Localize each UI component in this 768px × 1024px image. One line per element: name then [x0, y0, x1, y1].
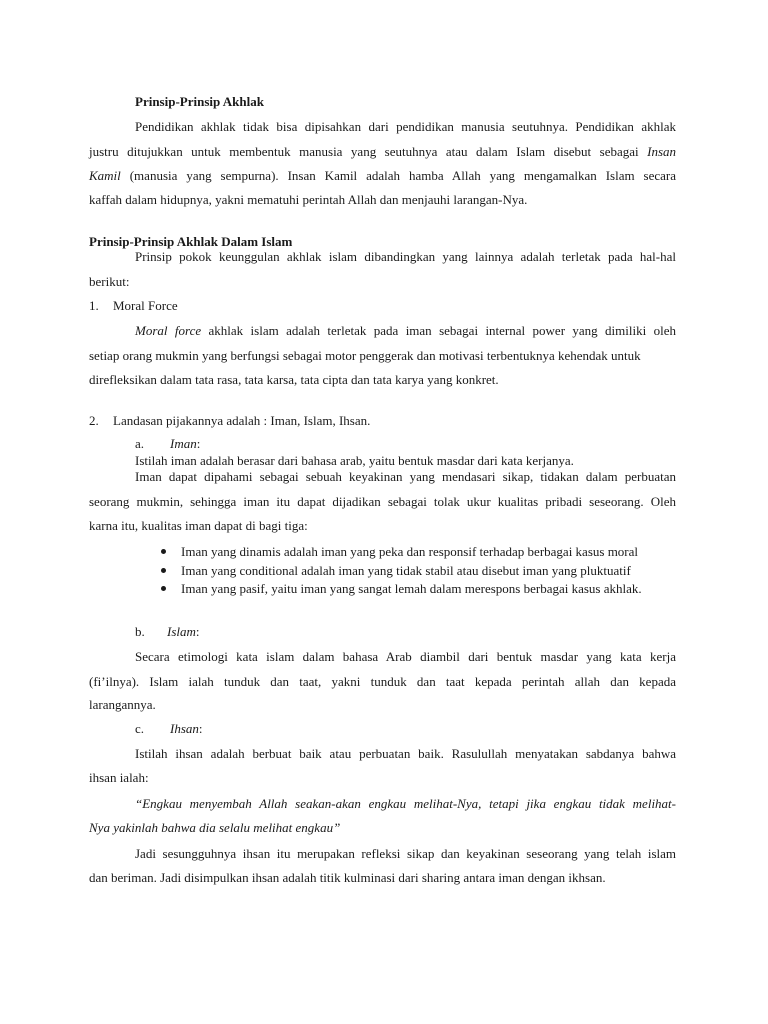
islam-line-3: larangannya. [89, 697, 156, 712]
iman-line-1: Istilah iman adalah berasar dari bahasa arab, yaitu bentuk masdar dari kata kerjanya. [135, 453, 574, 468]
islam-line-2: (fi’ilnya). Islam ialah tunduk dan taat, yakni tunduk dan taat kepada perintah allah dan kepada [89, 674, 676, 689]
intro-line-1: Pendidikan akhlak tidak bisa dipisahkan dari pendidikan manusia seutuhnya. Pendidikan akhlak [135, 119, 676, 134]
intro-line-2 [89, 144, 676, 160]
bullet-icon [160, 544, 168, 560]
sub-title-islam [167, 624, 200, 640]
iman-term: Iman [170, 436, 197, 451]
list-number-2: 2. [89, 413, 99, 428]
sub-letter-a: a. [135, 436, 145, 451]
kamil-term: Kamil [89, 168, 121, 183]
insan-term: Insan [647, 144, 676, 159]
heading-prinsip-dalam-islam: Prinsip-Prinsip Akhlak Dalam Islam [89, 234, 293, 249]
list-item-landasan: Landasan pijakannya adalah : Iman, Islam, Ihsan. [113, 413, 371, 428]
ihsan-line-4: dan beriman. Jadi disimpulkan ihsan adalah titik kulminasi dari sharing antara iman dengan ikhsan. [89, 870, 606, 885]
moral-force-term: Moral force [135, 323, 202, 338]
colon: : [196, 436, 201, 451]
list-number-1: 1. [89, 298, 99, 313]
bullet-item-pasif: Iman yang pasif, yaitu iman yang sangat lemah dalam merespons berbagai kasus akhlak. [181, 581, 642, 596]
moral-text: akhlak islam adalah terletak pada iman sebagai internal power yang dimiliki oleh [201, 323, 676, 338]
moral-line-3: direfleksikan dalam tata rasa, tata karsa, tata cipta dan tata karya yang konkret. [89, 372, 499, 387]
bullet-icon [160, 563, 168, 579]
intro-text: justru ditujukkan untuk membentuk manusia yang seutuhnya atau dalam Islam disebut sebagai [89, 144, 648, 159]
colon: : [195, 624, 200, 639]
sub-letter-b: b. [135, 624, 145, 639]
intro-text: (manusia yang sempurna). Insan Kamil adalah hamba Allah yang mengamalkan Islam secara [120, 168, 676, 183]
sub-letter-c: c. [135, 721, 145, 736]
ihsan-line-1: Istilah ihsan adalah berbuat baik atau perbuatan baik. Rasulullah menyatakan sabdanya bahwa [135, 746, 676, 761]
colon: : [198, 721, 203, 736]
islam-line-1: Secara etimologi kata islam dalam bahasa Arab diambil dari bentuk masdar yang kata kerja [135, 649, 676, 664]
sub-title-ihsan [170, 721, 203, 737]
list-item-moral-force: Moral Force [113, 298, 178, 313]
bullet-item-conditional: Iman yang conditional adalah iman yang tidak stabil atau disebut iman yang pluktuatif [181, 563, 631, 578]
heading-prinsip-akhlak: Prinsip-Prinsip Akhlak [135, 94, 264, 109]
ihsan-line-3: Jadi sesungguhnya ihsan itu merupakan refleksi sikap dan keyakinan seseorang yang telah islam [135, 846, 676, 861]
iman-line-4: karna itu, kualitas iman dapat di bagi tiga: [89, 518, 308, 533]
bullet-icon [160, 581, 168, 597]
principle-line-2: berikut: [89, 274, 130, 289]
moral-line-1 [135, 323, 676, 339]
iman-line-2: Iman dapat dipahami sebagai sebuah keyakinan yang mendasari sikap, tidakan dalam perbuatan [135, 469, 676, 484]
ihsan-line-2: ihsan ialah: [89, 770, 149, 785]
hadith-quote-line-1: “Engkau menyembah Allah seakan-akan engkau melihat-Nya, tetapi jika engkau tidak melihat- [135, 796, 676, 811]
intro-line-4: kaffah dalam hidupnya, yakni mematuhi perintah Allah dan menjauhi larangan-Nya. [89, 192, 528, 207]
moral-line-2: setiap orang mukmin yang berfungsi sebagai motor penggerak dan motivasi terbentuknya kehendak untuk [89, 348, 641, 363]
intro-line-3 [89, 168, 676, 184]
ihsan-term: Ihsan [170, 721, 199, 736]
bullet-item-dinamis: Iman yang dinamis adalah iman yang peka dan responsif terhadap berbagai kasus moral [181, 544, 639, 559]
hadith-quote-line-2: Nya yakinlah bahwa dia selalu melihat engkau” [89, 820, 341, 835]
islam-term: Islam [167, 624, 196, 639]
principle-line-1: Prinsip pokok keunggulan akhlak islam dibandingkan yang lainnya adalah terletak pada hal-hal [135, 249, 676, 264]
iman-line-3: seorang mukmin, sehingga iman itu dapat dijadikan sebagai tolak ukur kualitas pribadi seseorang. Oleh [89, 494, 676, 509]
sub-title-iman [170, 436, 200, 452]
